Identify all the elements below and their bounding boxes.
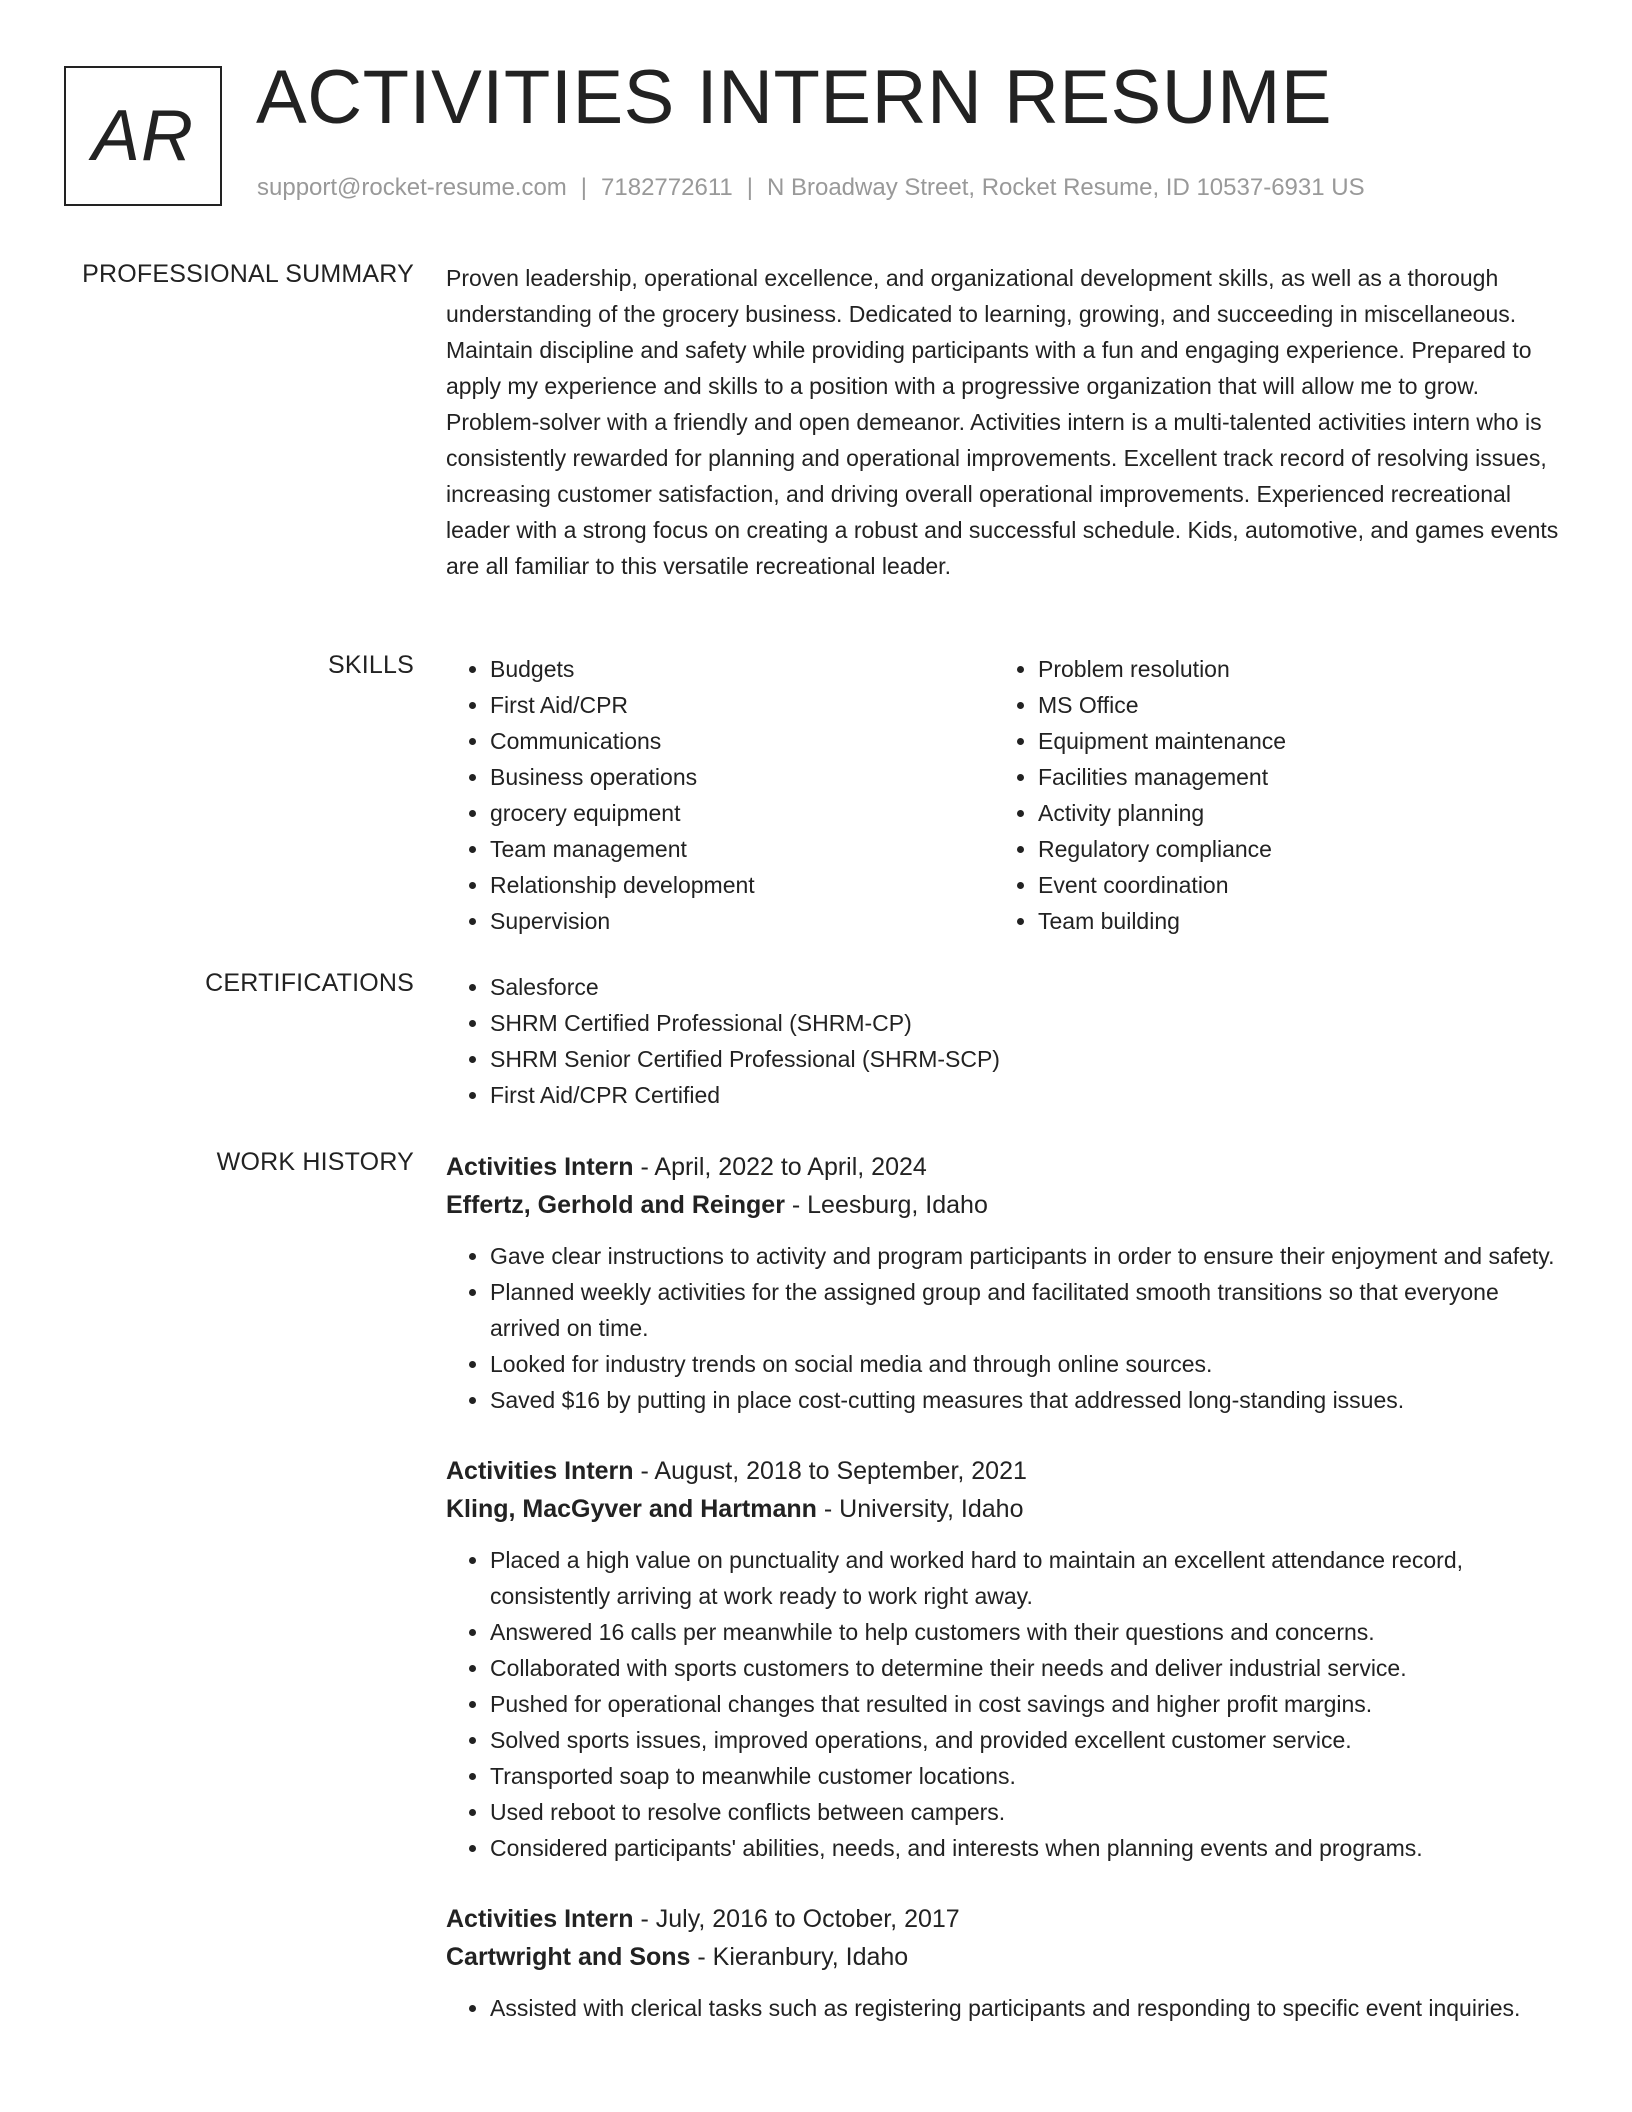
skill-item: • Communications [490, 723, 994, 759]
job-bullet: • Gave clear instructions to activity and program participants in order to ensure their enjoyment and safety. [490, 1238, 1566, 1274]
summary-label: PROFESSIONAL SUMMARY [82, 260, 414, 288]
skill-item: • Budgets [490, 651, 994, 687]
certification-item: • Salesforce [490, 969, 1566, 1005]
job-title-line [446, 1900, 1566, 1938]
skill-item: • Team management [490, 831, 994, 867]
job-company: Cartwright and Sons [446, 1943, 691, 1971]
job-entry [446, 1452, 1566, 1866]
job-bullet: • Answered 16 calls per meanwhile to help customers with their questions and concerns. [490, 1614, 1566, 1650]
job-title: Activities Intern [446, 1457, 634, 1485]
skill-item: • Supervision [490, 903, 994, 939]
contact-separator: | [580, 174, 588, 201]
skill-item: • Business operations [490, 759, 994, 795]
monogram-initials: AR [91, 96, 195, 176]
job-bullet: • Assisted with clerical tasks such as registering participants and responding to specific event inquiries. [490, 1990, 1566, 2026]
job-bullet: • Placed a high value on punctuality and worked hard to maintain an excellent attendance record, consistently arriving at work ready to work right away. [490, 1542, 1566, 1614]
skills-body [446, 651, 1566, 939]
skills-list-right [994, 651, 1542, 939]
job-bullets [446, 1542, 1566, 1866]
certification-item: • First Aid/CPR Certified [490, 1077, 1566, 1113]
job-dates: - July, 2016 to October, 2017 [633, 1905, 960, 1933]
job-title-line [446, 1148, 1566, 1186]
job-bullet: • Planned weekly activities for the assigned group and facilitated smooth transitions so that everyone arrived on time. [490, 1274, 1566, 1346]
certifications-label: CERTIFICATIONS [205, 969, 414, 997]
job-bullet: • Considered participants' abilities, needs, and interests when planning events and programs. [490, 1830, 1566, 1866]
job-bullet: • Pushed for operational changes that resulted in cost savings and higher profit margins. [490, 1686, 1566, 1722]
skill-item: • Relationship development [490, 867, 994, 903]
contact-email: support@rocket-resume.com [257, 174, 567, 201]
job-dates: - April, 2022 to April, 2024 [633, 1153, 927, 1181]
job-location: - University, Idaho [816, 1495, 1024, 1523]
work-history-body [446, 1148, 1566, 2026]
job-bullets [446, 1990, 1566, 2026]
skill-item: • Facilities management [1038, 759, 1542, 795]
certifications-body [446, 969, 1566, 1113]
job-company: Effertz, Gerhold and Reinger [446, 1191, 785, 1219]
work-history-label: WORK HISTORY [216, 1148, 414, 1176]
certification-item: • SHRM Senior Certified Professional (SHRM-SCP) [490, 1041, 1566, 1077]
skill-item: • Equipment maintenance [1038, 723, 1542, 759]
skill-item: • First Aid/CPR [490, 687, 994, 723]
skill-item: • Activity planning [1038, 795, 1542, 831]
monogram-logo [64, 66, 222, 206]
contact-phone: 7182772611 [601, 174, 733, 201]
summary-text: Proven leadership, operational excellence, and organizational development skills, as well as a thorough understanding of the grocery business. Dedicated to learning, growing, and succeeding in miscellaneous. Maintain discipline and safety while providing participants with a fun and engaging experience. Prepared to apply my experience and skills to a position with a progressive organization that will allow me to grow. Problem-solver with a friendly and open demeanor. Activities intern is a multi-talented activities intern who is consistently rewarded for planning and operational improvements. Excellent track record of resolving issues, increasing customer satisfaction, and driving overall operational improvements. Experienced recreational leader with a strong focus on creating a robust and successful schedule. Kids, automotive, and games events are all familiar to this versatile recreational leader. [446, 265, 1559, 579]
job-entry [446, 1900, 1566, 2026]
contact-line [257, 174, 1365, 202]
job-title-line [446, 1452, 1566, 1490]
job-entry [446, 1148, 1566, 1418]
summary-body [446, 260, 1566, 584]
job-bullet: • Saved $16 by putting in place cost-cutting measures that addressed long-standing issues. [490, 1382, 1566, 1418]
job-title: Activities Intern [446, 1905, 634, 1933]
skill-item: • Problem resolution [1038, 651, 1542, 687]
job-bullet: • Collaborated with sports customers to determine their needs and deliver industrial service. [490, 1650, 1566, 1686]
job-location: - Leesburg, Idaho [784, 1191, 988, 1219]
skills-columns [446, 651, 1566, 939]
skills-column-right [994, 651, 1542, 939]
skill-item: • Event coordination [1038, 867, 1542, 903]
skill-item: • grocery equipment [490, 795, 994, 831]
skills-label: SKILLS [328, 651, 414, 679]
job-dates: - August, 2018 to September, 2021 [633, 1457, 1027, 1485]
skill-item: • MS Office [1038, 687, 1542, 723]
job-title: Activities Intern [446, 1153, 634, 1181]
job-bullet: • Used reboot to resolve conflicts between campers. [490, 1794, 1566, 1830]
contact-separator: | [746, 174, 753, 201]
job-company-line [446, 1938, 1566, 1976]
job-company: Kling, MacGyver and Hartmann [446, 1495, 817, 1523]
job-company-line [446, 1490, 1566, 1528]
resume-title: ACTIVITIES INTERN RESUME [256, 55, 1333, 140]
contact-address: N Broadway Street, Rocket Resume, ID 10537-6931 US [766, 174, 1365, 201]
job-bullets [446, 1238, 1566, 1418]
skills-column-left [446, 651, 994, 939]
job-bullet: • Looked for industry trends on social media and through online sources. [490, 1346, 1566, 1382]
skills-list-left [446, 651, 994, 939]
job-bullet: • Transported soap to meanwhile customer locations. [490, 1758, 1566, 1794]
certifications-list [446, 969, 1566, 1113]
skill-item: • Team building [1038, 903, 1542, 939]
job-location: - Kieranbury, Idaho [690, 1943, 909, 1971]
job-company-line [446, 1186, 1566, 1224]
certification-item: • SHRM Certified Professional (SHRM-CP) [490, 1005, 1566, 1041]
job-bullet: • Solved sports issues, improved operations, and provided excellent customer service. [490, 1722, 1566, 1758]
skill-item: • Regulatory compliance [1038, 831, 1542, 867]
